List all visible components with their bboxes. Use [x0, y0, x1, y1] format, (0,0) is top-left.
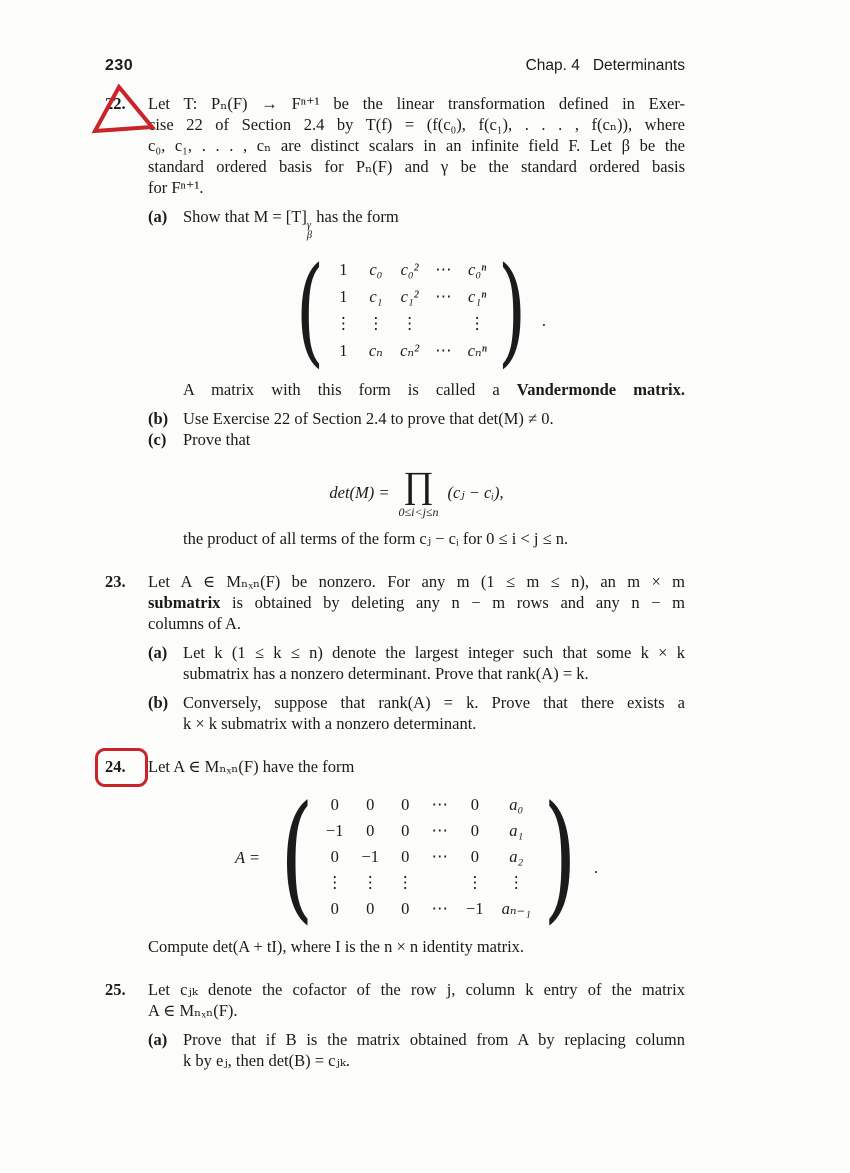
problem-text-line: for Fⁿ⁺¹. — [148, 178, 204, 197]
problem-text: is obtained by deleting any n − m rows and any n − m — [220, 593, 685, 612]
product-symbol: ∏ — [403, 465, 434, 506]
companion-matrix — [270, 790, 587, 924]
problem-text-line: Let T: Pₙ(F) → Fⁿ⁺¹ be the linear transformation defined in Exer- — [148, 94, 685, 113]
problem-text-line — [148, 592, 685, 613]
matrix-entries: ( 1 c₀ c₀² ⋯ c₀ⁿ 1 c₁ c₁² ⋯ c₁ⁿ ⋮ ⋮ ⋮ ⋮ 1 cₙ cₙ² ⋯ cₙⁿ — [335, 260, 487, 360]
determinant-product-formula — [148, 467, 685, 519]
bold-term: submatrix — [148, 593, 221, 612]
note-text: A matrix with this form is called a — [183, 380, 517, 399]
vandermonde-note — [183, 379, 685, 400]
problem-text-line: A ∈ Mₙₓₙ(F). — [148, 1001, 238, 1020]
product-limits: 0≤i<j≤n — [398, 505, 439, 519]
subpart-22b — [148, 408, 685, 429]
problem-25 — [105, 979, 685, 1071]
page-number: 230 — [105, 57, 134, 74]
matrix-period: . — [541, 310, 546, 330]
matrix-lhs: A = — [235, 847, 261, 867]
subpart-text: Use Exercise 22 of Section 2.4 to prove that det(M) ≠ 0. — [183, 409, 554, 428]
subpart-25a — [148, 1029, 685, 1071]
product-operator — [399, 467, 439, 519]
superscript: γ — [306, 220, 312, 231]
problem-text-line: Compute det(A + tI), where I is the n × n identity matrix. — [148, 937, 525, 956]
subscript: β — [306, 229, 313, 241]
problem-text-line: Let A ∈ Mₙₓₙ(F) have the form — [148, 757, 355, 776]
math-text: Show that M = [T] — [183, 207, 307, 226]
problem-23 — [105, 571, 685, 734]
chapter-header: Chap. 4 Determinants — [525, 57, 685, 74]
page-header — [105, 57, 685, 75]
subpart-22c — [148, 429, 685, 450]
subpart-label: (a) — [148, 643, 168, 662]
subpart-text-line: Let k (1 ≤ k ≤ n) denote the largest integer such that some k × k — [183, 643, 685, 662]
matrix-entries: ( 0 0 0 ⋯ 0 a₀ −1 0 0 ⋯ 0 a₁ 0 −1 0 ⋯ 0 a₂ ⋮ ⋮ ⋮ ⋮ ⋮ 0 0 0 ⋯ −1 aₙ₋₁ — [325, 795, 531, 918]
problem-text-line: c₀, c₁, . . . , cₙ are distinct scalars in an infinite field F. Let β be the — [148, 136, 685, 155]
companion-matrix-display — [148, 790, 685, 924]
problem-number: 25. — [105, 980, 126, 999]
problem-text-line: Let cⱼₖ denote the cofactor of the row j, column k entry of the matrix — [148, 980, 685, 999]
problem-text-line: standard ordered basis for Pₙ(F) and γ be the standard ordered basis — [148, 157, 685, 176]
subpart-23a — [148, 642, 685, 684]
problem-22 — [105, 93, 685, 549]
subpart-23b — [148, 692, 685, 734]
vandermonde-matrix-display — [148, 253, 685, 367]
subpart-label: (b) — [148, 409, 169, 428]
problem-text-line: columns of A. — [148, 614, 242, 633]
subpart-text-line: Conversely, suppose that rank(A) = k. Prove that there exists a — [183, 693, 685, 712]
subpart-label: (b) — [148, 693, 169, 712]
formula-lhs: det(M) = — [329, 483, 390, 502]
formula-rhs: (cⱼ − cᵢ), — [447, 483, 504, 502]
subpart-label: (a) — [148, 207, 168, 226]
problem-number: 23. — [105, 572, 126, 591]
problem-text-line: cise 22 of Section 2.4 by T(f) = (f(c₀), f(c₁), . . . , f(cₙ)), where — [148, 115, 685, 134]
subpart-text-line: submatrix has a nonzero determinant. Prove that rank(A) = k. — [183, 664, 589, 683]
formula-explanation: the product of all terms of the form cⱼ − cᵢ for 0 ≤ i < j ≤ n. — [183, 529, 569, 548]
subpart-text: Prove that — [183, 430, 251, 449]
math-text: has the form — [312, 207, 399, 226]
subpart-label: (a) — [148, 1030, 168, 1049]
vandermonde-matrix — [287, 253, 535, 367]
matrix-period: . — [593, 857, 598, 877]
page-content — [105, 93, 685, 1071]
problem-text-line: Let A ∈ Mₙₓₙ(F) be nonzero. For any m (1 ≤ m ≤ n), an m × m — [148, 572, 685, 591]
subpart-text-line: k × k submatrix with a nonzero determinant. — [183, 714, 477, 733]
problem-number: 24. — [105, 757, 126, 776]
subpart-text-line: Prove that if B is the matrix obtained from A by replacing column — [183, 1030, 685, 1049]
subpart-label: (c) — [148, 430, 167, 449]
note-bold-term: Vandermonde matrix. — [516, 380, 685, 399]
subpart-text-line: k by eⱼ, then det(B) = cⱼₖ. — [183, 1051, 350, 1070]
subpart-text — [183, 206, 685, 240]
subpart-22a — [148, 206, 685, 240]
problem-number: 22. — [105, 94, 126, 113]
problem-24 — [105, 756, 685, 957]
